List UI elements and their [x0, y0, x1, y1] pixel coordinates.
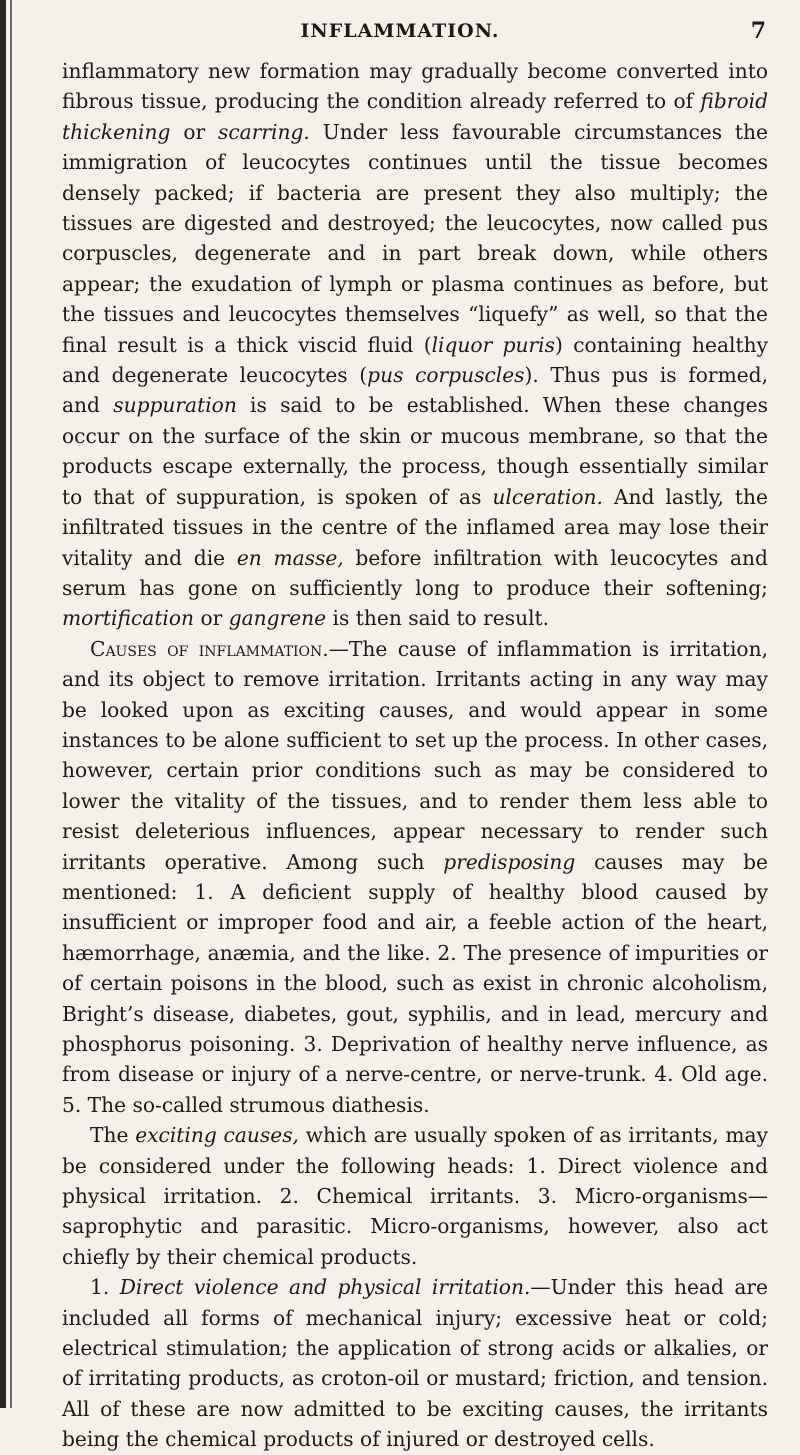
italic-term: pus corpuscles — [367, 363, 525, 388]
page-number: 7 — [750, 18, 766, 44]
text-body — [62, 56, 768, 1455]
paragraph-1 — [62, 56, 768, 634]
text-run: inflammatory new formation may gradually become converted into fibrous tissue, producing the condition already referred to of — [62, 59, 768, 114]
italic-term: fibroid thickening — [62, 89, 768, 144]
text-run: before infiltration with leucocytes and serum has gone on sufficiently long to produce their softening; — [62, 545, 768, 600]
italic-term: en masse, — [236, 545, 344, 570]
italic-term: suppuration — [113, 393, 237, 418]
page-edge-rule-thin — [10, 0, 12, 1408]
text-run: Under less favourable circumstances the immigration of leucocytes continues until the tissue becomes densely packed; if bacteria are present they also multiply; the tissues are digested and destroyed; the leucocytes, now called pus corpuscles, degenerate and in part break down, while others appear; the exudation of lymph or plasma continues as before, but the tissues and leucocytes themselves “liquefy” as well, so that the final result is a thick viscid fluid ( — [62, 119, 768, 357]
italic-term: scarring. — [218, 119, 310, 144]
text-run: —Under this head are included all forms of mechanical injury; excessive heat or cold; electrical stimulation; the application of strong acids or alkalies, or of irritating products, as croton-oil or mustard; friction, and tension. All of these are now admitted to be exciting causes, the irritants being the chemical products of injured or destroyed cells. — [62, 1275, 769, 1452]
text-run: 1. — [90, 1275, 120, 1300]
text-run: is said to be established. When these changes occur on the surface of the skin or mucous membrane, so that the products escape externally, the process, though essentially similar to that of suppuration, is spoken of as — [62, 393, 768, 509]
text-run: which are usually spoken of as irritants, may be considered under the following heads: 1. Direct violence and physical irritation. 2. Chemical irritants. 3. Micro-organisms—saprophytic and parasitic. Micro-organisms, however, also act chiefly by their chemical products. — [62, 1123, 768, 1269]
text-run: ). Thus pus is formed, and — [62, 363, 768, 418]
text-run: ) containing healthy and degenerate leucocytes ( — [62, 332, 769, 388]
text-run: causes may be mentioned: 1. A deficient supply of healthy blood caused by insufficient or improper food and air, a feeble action of the heart, hæmorrhage, anæmia, and the like. 2. The presence of impurities or of certain poisons in the blood, such as exist in chronic alcoholism, Bright’s disease, diabetes, gout, syphilis, and in lead, mercury and phosphorus poisoning. 3. Deprivation of healthy nerve influence, as from disease or injury of a nerve-centre, or nerve-trunk. 4. Old age. 5. The so-called strumous diathesis. — [62, 849, 768, 1117]
italic-term: mortification — [62, 606, 195, 631]
italic-term: liquor puris — [431, 332, 555, 357]
italic-term: gangrene — [228, 606, 327, 631]
italic-term: predisposing — [443, 849, 576, 874]
paragraph-3 — [62, 1120, 768, 1272]
text-run: —The cause of inflammation is irritation, and its object to remove irritation. Irritants acting in any way may be looked upon as exciting causes, and would appear in some instances to be alone sufficient to set up the process. In other cases, however, certain prior conditions such as may be considered to lower the vitality of the tissues, and to render them less able to resist deleterious influences, appear necessary to render such irritants operative. Among such — [62, 636, 768, 874]
section-heading: Causes of inflammation. — [90, 636, 329, 661]
text-run: And lastly, the infiltrated tissues in the centre of the inflamed area may lose their vitality and die — [62, 484, 768, 570]
text-run: or — [170, 119, 219, 144]
text-run: or — [194, 606, 229, 631]
page-edge-rule — [0, 0, 6, 1408]
italic-term: ulceration. — [492, 484, 603, 509]
page-title: INFLAMMATION. — [300, 20, 500, 42]
paragraph-4 — [62, 1272, 768, 1454]
italic-term: exciting causes, — [135, 1123, 299, 1148]
running-header — [0, 16, 800, 50]
paragraph-2 — [62, 634, 768, 1121]
text-run: is then said to result. — [326, 606, 550, 631]
italic-term: Direct violence and physical irritation. — [119, 1275, 531, 1300]
text-run: The — [90, 1123, 136, 1148]
